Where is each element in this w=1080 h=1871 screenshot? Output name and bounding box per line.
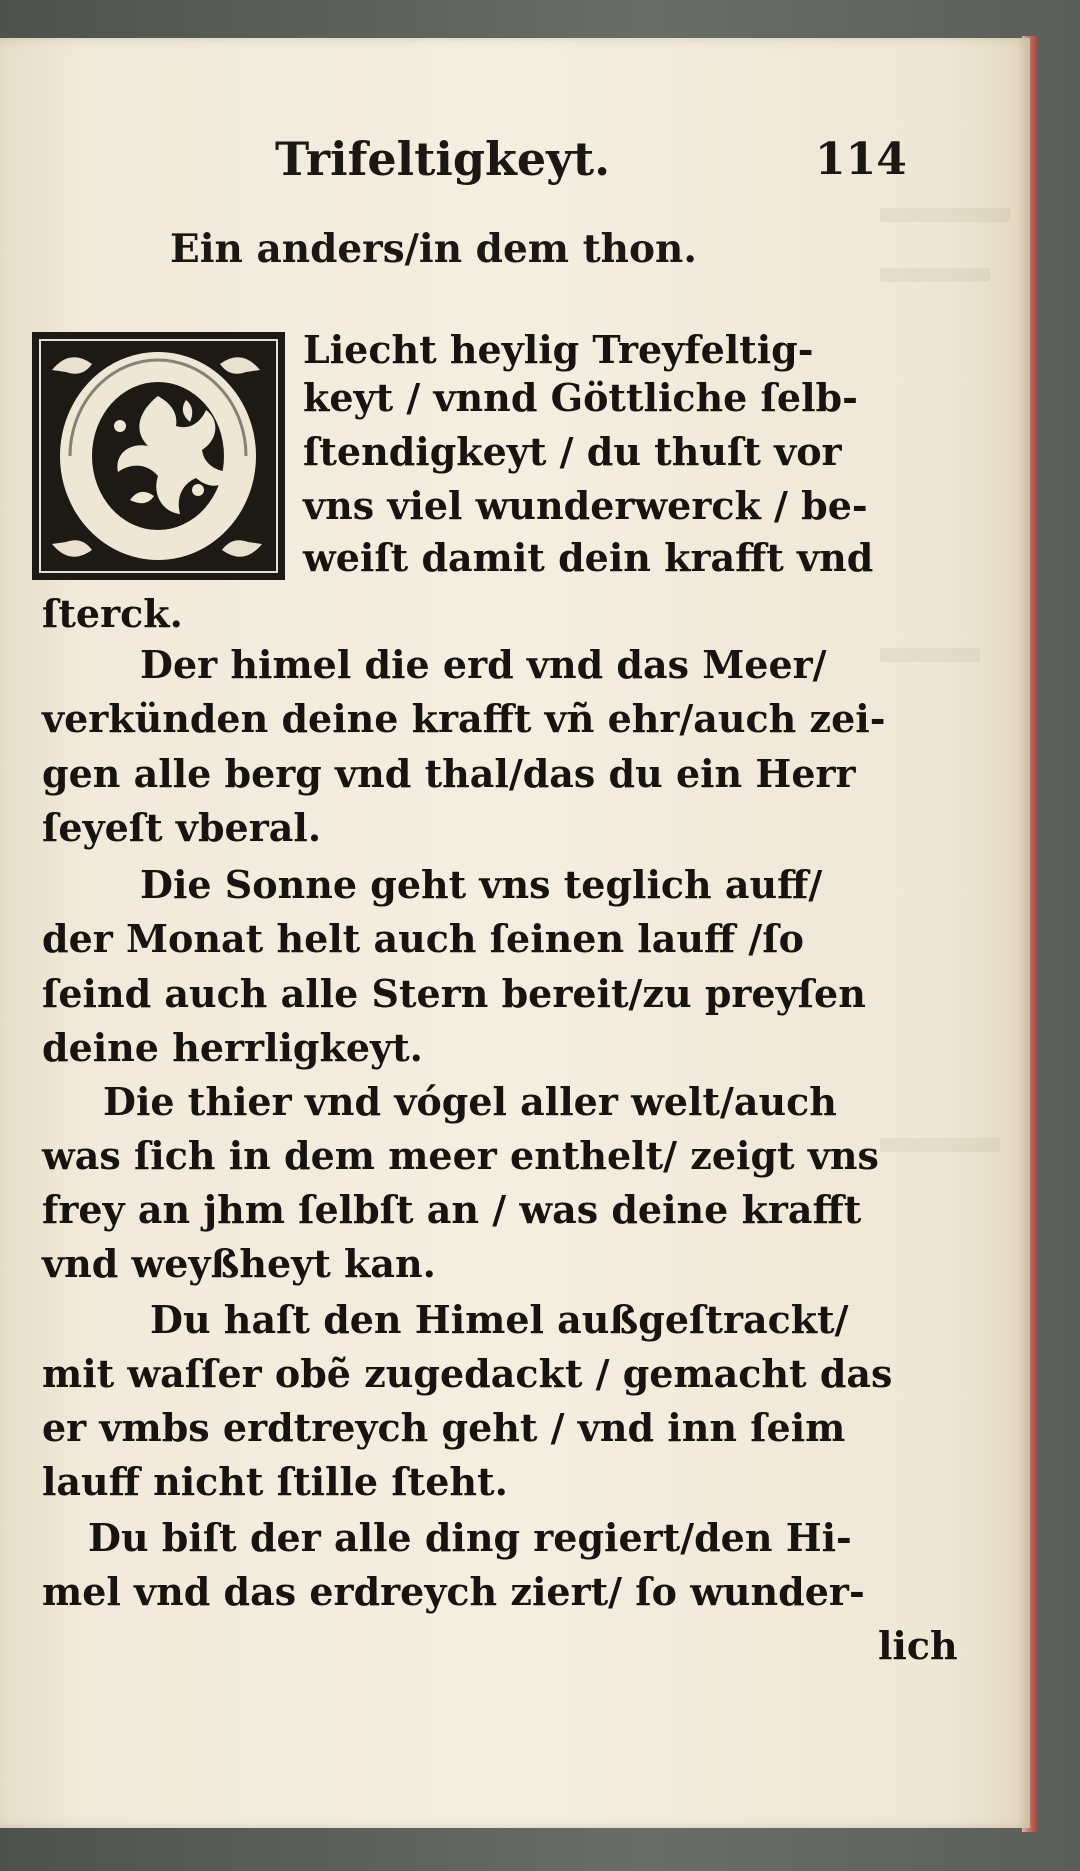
text-line: Liecht heylig Treyfeltig-: [303, 327, 814, 372]
text-line: frey an jhm ſelbſt an / was deine krafft: [42, 1187, 862, 1232]
text-line: ſeind auch alle Stern bereit/zu preyſen: [42, 971, 866, 1016]
text-line: verkünden deine krafft vñ ehr/auch zei-: [42, 696, 886, 741]
text-line: Die thier vnd vógel aller welt/auch: [103, 1079, 837, 1124]
catchword: lich: [878, 1623, 958, 1668]
text-line: mit waſſer obẽ zugedackt / gemacht das: [42, 1351, 893, 1396]
text-line: mel vnd das erdreych ziert/ ſo wunder-: [42, 1569, 865, 1614]
text-line: Du biſt der alle ding regiert/den Hi-: [88, 1515, 852, 1560]
bleed-through-mark: [880, 1138, 1000, 1152]
running-title: Trifeltigkeyt.: [275, 132, 611, 186]
section-subheading: Ein anders/in dem thon.: [170, 226, 697, 272]
text-line: Die Sonne geht vns teglich auff/: [140, 862, 823, 907]
bleed-through-mark: [880, 208, 1010, 222]
bleed-through-mark: [880, 268, 990, 282]
text-line: der Monat helt auch ſeinen lauff /ſo: [42, 916, 805, 961]
text-line: weiſt damit dein krafft vnd: [303, 535, 874, 580]
text-line: gen alle berg vnd thal/das du ein Herr: [42, 751, 856, 796]
decorated-initial-O-icon: [30, 330, 287, 582]
page-number: 114: [815, 134, 907, 185]
text-line: lauff nicht ſtille ſteht.: [42, 1459, 508, 1504]
text-line: ſeyeſt vberal.: [42, 805, 322, 850]
text-line: deine herrligkeyt.: [42, 1025, 423, 1070]
text-line: Der himel die erd vnd das Meer/: [140, 642, 827, 687]
text-line: was ſich in dem meer enthelt/ zeigt vns: [42, 1133, 879, 1178]
text-line: Du haſt den Himel außgeſtrackt/: [150, 1297, 849, 1342]
text-line: ſtendigkeyt / du thuſt vor: [303, 429, 842, 474]
text-line: keyt / vnnd Göttliche ſelb-: [303, 375, 858, 420]
text-line: ſterck.: [42, 591, 183, 636]
bleed-through-mark: [880, 648, 980, 662]
text-line: vns viel wunderwerck / be-: [303, 483, 868, 528]
text-line: er vmbs erdtreych geht / vnd inn ſeim: [42, 1405, 846, 1450]
text-line: vnd weyßheyt kan.: [42, 1241, 436, 1286]
